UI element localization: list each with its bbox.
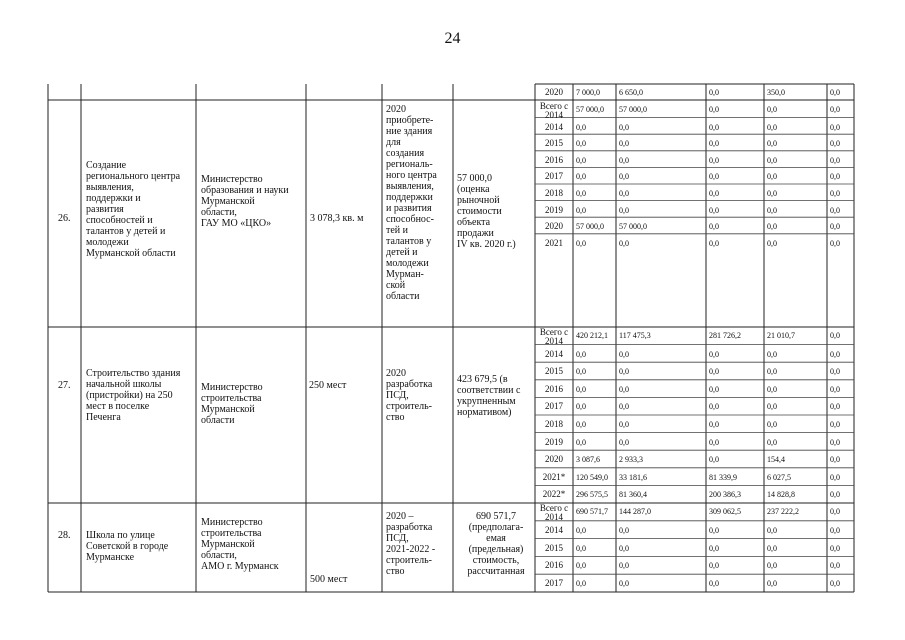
value-cell: 0,0: [619, 437, 629, 447]
value-cell: 0,0: [767, 525, 777, 535]
value-cell: 0,0: [830, 331, 840, 340]
value-cell: 0,0: [576, 238, 586, 248]
year-label: 2021*: [542, 471, 566, 482]
implementation-period: 2020 – разработка ПСД, 2021-2022 - строитель- ство: [386, 511, 436, 577]
value-cell: 57 000,0: [576, 222, 604, 232]
value-cell: 0,0: [576, 122, 586, 132]
capacity: 3 078,3 кв. м: [310, 213, 364, 224]
value-cell: 0,0: [767, 139, 777, 149]
value-cell: 0,0: [709, 420, 719, 429]
value-cell: 0,0: [619, 205, 629, 215]
value-cell: 0,0: [767, 189, 777, 198]
estimated-cost: 690 571,7 (предполага- емая (предельная) стоимость, рассчитанная: [467, 511, 525, 577]
value-cell: 0,0: [709, 525, 719, 535]
value-cell: 0,0: [830, 384, 840, 394]
year-label: 2015: [545, 366, 563, 377]
value-cell: 81 360,4: [619, 490, 647, 500]
capacity: 250 мест: [309, 380, 347, 391]
value-cell: 0,0: [830, 543, 840, 553]
value-cell: 0,0: [767, 543, 777, 553]
value-cell: 0,0: [709, 172, 719, 182]
value-cell: 0,0: [576, 349, 586, 359]
value-cell: 0,0: [619, 384, 629, 394]
value-cell: 0,0: [576, 205, 586, 215]
value-cell: 0,0: [619, 579, 629, 589]
value-cell: 0,0: [619, 349, 629, 359]
value-cell: 350,0: [767, 88, 785, 97]
value-cell: 0,0: [830, 172, 840, 182]
year-label: 2021: [545, 237, 563, 248]
year-label: 2014: [545, 121, 563, 132]
value-cell: 0,0: [709, 238, 719, 248]
value-cell: 0,0: [830, 349, 840, 359]
value-cell: 0,0: [767, 122, 777, 132]
year-label: 2020: [545, 454, 563, 465]
value-cell: 0,0: [619, 172, 629, 182]
value-cell: 200 386,3: [709, 490, 741, 500]
value-cell: 0,0: [767, 420, 777, 429]
value-cell: 0,0: [709, 561, 719, 571]
value-cell: 0,0: [576, 367, 586, 377]
year-label: 2018: [545, 419, 563, 429]
value-cell: 33 181,6: [619, 472, 647, 482]
value-cell: 0,0: [830, 205, 840, 215]
value-cell: 0,0: [830, 420, 840, 429]
value-cell: 281 726,2: [709, 331, 741, 340]
value-cell: 0,0: [709, 349, 719, 359]
value-cell: 0,0: [830, 402, 840, 412]
value-cell: 0,0: [830, 105, 840, 114]
year-label: 2014: [545, 348, 563, 359]
value-cell: 0,0: [830, 122, 840, 132]
value-cell: 0,0: [767, 172, 777, 182]
year-label: 2020: [545, 87, 563, 97]
value-cell: 0,0: [709, 579, 719, 589]
value-cell: 144 287,0: [619, 507, 651, 516]
year-label: 2016: [545, 560, 563, 571]
responsible-party: Министерство строительства Мурманской области, АМО г. Мурманск: [201, 517, 279, 572]
value-cell: 0,0: [709, 155, 719, 165]
value-cell: 0,0: [767, 561, 777, 571]
value-cell: 21 010,7: [767, 331, 795, 340]
value-cell: 0,0: [619, 525, 629, 535]
value-cell: 154,4: [767, 455, 785, 465]
value-cell: 0,0: [767, 222, 777, 232]
row-number: 27.: [58, 380, 71, 391]
year-label: 2018: [545, 188, 563, 198]
value-cell: 0,0: [767, 155, 777, 165]
value-cell: 81 339,9: [709, 472, 737, 482]
year-label: 2015: [545, 542, 563, 553]
value-cell: 0,0: [767, 105, 777, 114]
value-cell: 0,0: [767, 437, 777, 447]
year-label: 2022*: [542, 489, 566, 500]
value-cell: 3 087,6: [576, 455, 600, 465]
value-cell: 0,0: [830, 367, 840, 377]
value-cell: 0,0: [576, 561, 586, 571]
value-cell: 0,0: [709, 222, 719, 232]
value-cell: 0,0: [619, 155, 629, 165]
value-cell: 0,0: [709, 122, 719, 132]
value-cell: 0,0: [619, 543, 629, 553]
value-cell: 0,0: [576, 402, 586, 412]
value-cell: 57 000,0: [576, 105, 604, 114]
value-cell: 0,0: [830, 88, 840, 97]
page-number: 24: [444, 30, 461, 47]
year-label: 2014: [545, 524, 563, 535]
value-cell: 14 828,8: [767, 490, 795, 500]
value-cell: 0,0: [830, 189, 840, 198]
object-name: Создание регионального центра выявления, поддержки и развития способностей и талантов у детей и молодежи Мурманской области: [86, 160, 181, 259]
value-cell: 0,0: [619, 420, 629, 429]
value-cell: 0,0: [767, 367, 777, 377]
value-cell: 6 650,0: [619, 88, 643, 97]
value-cell: 0,0: [830, 222, 840, 232]
value-cell: 0,0: [709, 367, 719, 377]
value-cell: 0,0: [709, 139, 719, 149]
value-cell: 0,0: [830, 561, 840, 571]
year-label: Всего с 2014: [539, 503, 569, 522]
object-name: Школа по улице Советской в городе Мурманске: [86, 530, 169, 563]
value-cell: 0,0: [576, 543, 586, 553]
value-cell: 57 000,0: [619, 105, 647, 114]
value-cell: 0,0: [830, 472, 840, 482]
value-cell: 0,0: [709, 88, 719, 97]
value-cell: 0,0: [767, 384, 777, 394]
value-cell: 0,0: [830, 455, 840, 465]
value-cell: 0,0: [830, 238, 840, 248]
object-name: Строительство здания начальной школы (пристройки) на 250 мест в поселке Печенга: [86, 368, 181, 423]
value-cell: 0,0: [830, 490, 840, 500]
value-cell: 0,0: [830, 155, 840, 165]
value-cell: 0,0: [709, 384, 719, 394]
value-cell: 0,0: [709, 205, 719, 215]
value-cell: 0,0: [767, 238, 777, 248]
value-cell: 0,0: [619, 561, 629, 571]
value-cell: 0,0: [830, 437, 840, 447]
value-cell: 0,0: [576, 139, 586, 149]
value-cell: 0,0: [767, 205, 777, 215]
estimated-cost: 57 000,0 (оценка рыночной стоимости объекта продажи IV кв. 2020 г.): [457, 173, 516, 250]
row-number: 28.: [58, 530, 71, 541]
year-label: 2017: [545, 401, 563, 412]
value-cell: 0,0: [767, 349, 777, 359]
value-cell: 0,0: [709, 543, 719, 553]
value-cell: 237 222,2: [767, 507, 799, 516]
value-cell: 0,0: [830, 139, 840, 149]
year-label: 2016: [545, 154, 563, 165]
value-cell: 2 933,3: [619, 455, 643, 465]
value-cell: 0,0: [830, 525, 840, 535]
value-cell: 0,0: [576, 155, 586, 165]
implementation-period: 2020 приобрете- ние здания для создания региональ- ного центра выявления, поддержки и развития способнос- тей и талантов у детей и молодежи Мурман- ской области: [386, 104, 437, 302]
value-cell: 0,0: [576, 189, 586, 198]
value-cell: 0,0: [576, 579, 586, 589]
implementation-period: 2020 разработка ПСД, строитель- ство: [386, 368, 433, 423]
year-label: 2019: [545, 436, 563, 447]
value-cell: 0,0: [767, 579, 777, 589]
responsible-party: Министерство образования и науки Мурманской области, ГАУ МО «ЦКО»: [201, 174, 289, 229]
value-cell: 0,0: [576, 172, 586, 182]
value-cell: 0,0: [576, 384, 586, 394]
value-cell: 0,0: [619, 139, 629, 149]
value-cell: 0,0: [576, 525, 586, 535]
value-cell: 117 475,3: [619, 331, 651, 340]
value-cell: 0,0: [830, 579, 840, 589]
value-cell: 0,0: [709, 455, 719, 465]
capacity: 500 мест: [310, 574, 348, 585]
value-cell: 0,0: [709, 189, 719, 198]
value-cell: 0,0: [619, 367, 629, 377]
value-cell: 57 000,0: [619, 222, 647, 232]
value-cell: 0,0: [576, 437, 586, 447]
value-cell: 0,0: [709, 402, 719, 412]
year-label: 2020: [545, 221, 563, 232]
estimated-cost: 423 679,5 (в соответствии с укрупненным нормативом): [457, 374, 521, 418]
value-cell: 296 575,5: [576, 490, 608, 500]
value-cell: 0,0: [709, 437, 719, 447]
value-cell: 0,0: [619, 122, 629, 132]
value-cell: 0,0: [619, 238, 629, 248]
value-cell: 6 027,5: [767, 472, 791, 482]
year-label: 2015: [545, 138, 563, 149]
responsible-party: Министерство строительства Мурманской области: [201, 382, 263, 426]
value-cell: 120 549,0: [576, 472, 608, 482]
year-label: 2016: [545, 383, 563, 394]
year-label: 2017: [545, 578, 563, 589]
value-cell: 0,0: [576, 420, 586, 429]
year-label: 2017: [545, 171, 563, 182]
value-cell: 7 000,0: [576, 88, 600, 97]
value-cell: 0,0: [709, 105, 719, 114]
year-label: Всего с 2014: [539, 327, 569, 346]
value-cell: 0,0: [830, 507, 840, 516]
value-cell: 420 212,1: [576, 331, 608, 340]
value-cell: 0,0: [619, 402, 629, 412]
value-cell: 0,0: [767, 402, 777, 412]
value-cell: 309 062,5: [709, 507, 741, 516]
year-label: Всего с 2014: [539, 101, 569, 120]
value-cell: 0,0: [619, 189, 629, 198]
value-cell: 690 571,7: [576, 507, 608, 516]
year-label: 2019: [545, 204, 563, 215]
row-number: 26.: [58, 213, 71, 224]
